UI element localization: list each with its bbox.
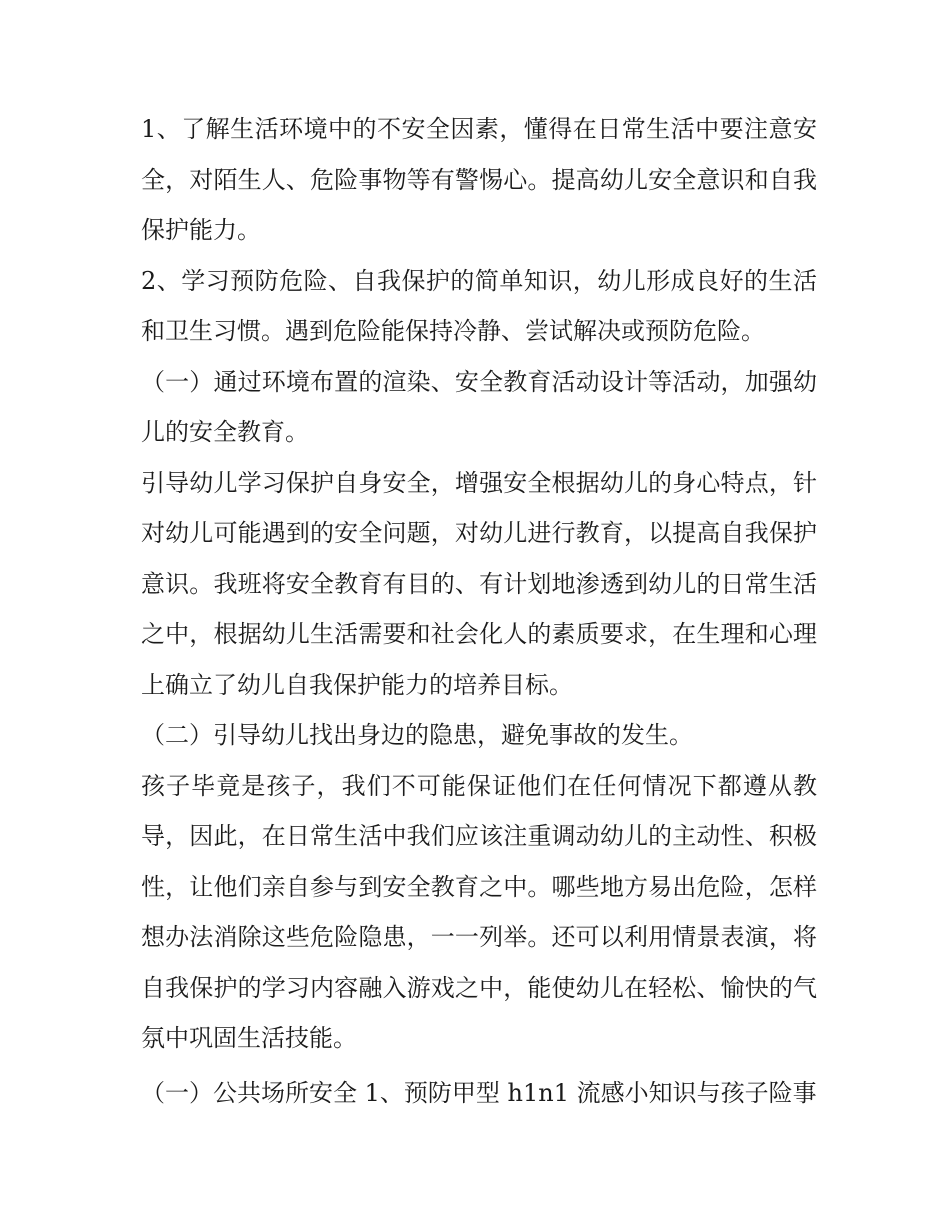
document-body	[141, 104, 817, 1118]
paragraph-goal-1: 1、了解生活环境中的不安全因素，懂得在日常生活中要注意安全，对陌生人、危险事物等有警惕心。提高幼儿安全意识和自我保护能力。	[141, 115, 817, 244]
paragraph-section-1-heading: （一）通过环境布置的渲染、安全教育活动设计等活动，加强幼儿的安全教育。	[141, 367, 817, 446]
paragraph-public-safety: （一）公共场所安全 1、预防甲型 h1n1 流感小知识与孩子险事	[141, 1078, 817, 1107]
paragraph-section-2-body: 孩子毕竟是孩子，我们不可能保证他们在任何情况下都遵从教导，因此，在日常生活中我们应该注重调动幼儿的主动性、积极性，让他们亲自参与到安全教育之中。哪些地方易出危险，怎样想办法消除这些危险隐患，一一列举。还可以利用情景表演，将自我保护的学习内容融入游戏之中，能使幼儿在轻松、愉快的气氛中巩固生活技能。	[141, 771, 817, 1052]
paragraph-section-2-heading: （二）引导幼儿找出身边的隐患，避免事故的发生。	[141, 721, 693, 749]
paragraph-section-1-body: 引导幼儿学习保护自身安全，增强安全根据幼儿的身心特点，针对幼儿可能遇到的安全问题，对幼儿进行教育，以提高自我保护意识。我班将安全教育有目的、有计划地渗透到幼儿的日常生活之中，根据幼儿生活需要和社会化人的素质要求，在生理和心理上确立了幼儿自我保护能力的培养目标。	[141, 468, 817, 699]
paragraph-goal-2: 2、学习预防危险、自我保护的简单知识，幼儿形成良好的生活和卫生习惯。遇到危险能保持冷静、尝试解决或预防危险。	[141, 266, 817, 345]
